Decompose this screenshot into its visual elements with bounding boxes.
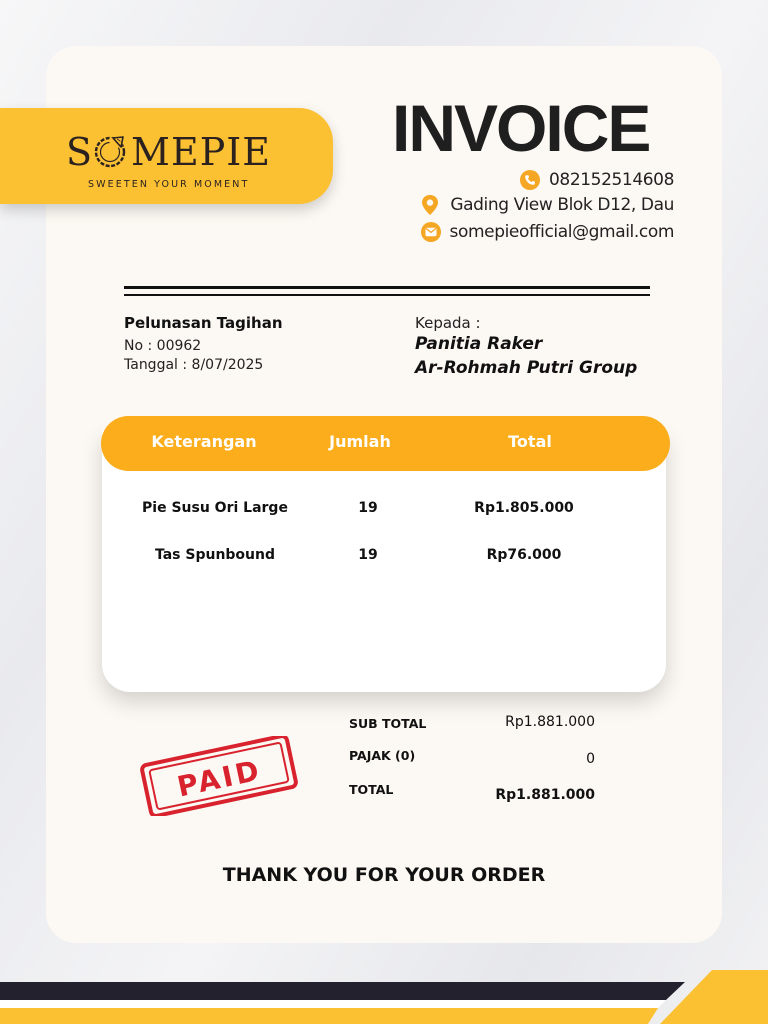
contact-phone — [520, 168, 674, 192]
brand-logo-text: S MEPIE — [66, 130, 272, 174]
header-quantity: Jumlah — [329, 432, 391, 451]
subtotal-label: SUB TOTAL — [349, 716, 427, 731]
paid-stamp — [137, 736, 301, 816]
invoice-number: No : 00962 — [124, 338, 202, 354]
recipient-label: Kepada : — [415, 314, 481, 332]
row-quantity: 19 — [358, 500, 378, 516]
divider-top — [124, 286, 650, 289]
thank-you-message: THANK YOU FOR YOUR ORDER — [222, 864, 546, 886]
email-text: somepieofficial@gmail.com — [449, 222, 674, 242]
brand-tagline: SWEETEN YOUR MOMENT — [88, 179, 250, 190]
tax-label: PAJAK (0) — [349, 748, 416, 763]
row-total: Rp76.000 — [486, 547, 562, 563]
footer-stripes — [0, 960, 768, 1024]
recipient-name: Panitia Raker — [415, 334, 543, 354]
subtotal-value: Rp1.881.000 — [505, 714, 595, 730]
divider-bottom — [124, 294, 650, 296]
invoice-title: INVOICE — [392, 91, 650, 165]
contact-address — [419, 193, 674, 217]
bill-label: Pelunasan Tagihan — [124, 314, 283, 332]
row-item: Tas Spunbound — [154, 547, 276, 563]
total-value: Rp1.881.000 — [495, 787, 595, 803]
contact-email — [421, 220, 674, 244]
stamp-text: PAID — [174, 753, 265, 804]
row-total: Rp1.805.000 — [474, 500, 574, 516]
row-item: Pie Susu Ori Large — [142, 500, 288, 516]
recipient-organization: Ar-Rohmah Putri Group — [415, 358, 638, 378]
header-description: Keterangan — [151, 432, 257, 451]
header-total: Total — [508, 432, 552, 451]
location-pin-icon — [419, 194, 441, 216]
pie-logo-icon — [92, 134, 128, 170]
total-label: TOTAL — [349, 782, 394, 797]
invoice-date: Tanggal : 8/07/2025 — [124, 357, 264, 373]
tax-value: 0 — [586, 751, 595, 767]
row-quantity: 19 — [358, 547, 378, 563]
email-icon — [421, 222, 441, 242]
phone-icon — [520, 170, 540, 190]
address-text: Gading View Blok D12, Dau — [450, 195, 674, 215]
phone-text: 082152514608 — [549, 170, 674, 190]
